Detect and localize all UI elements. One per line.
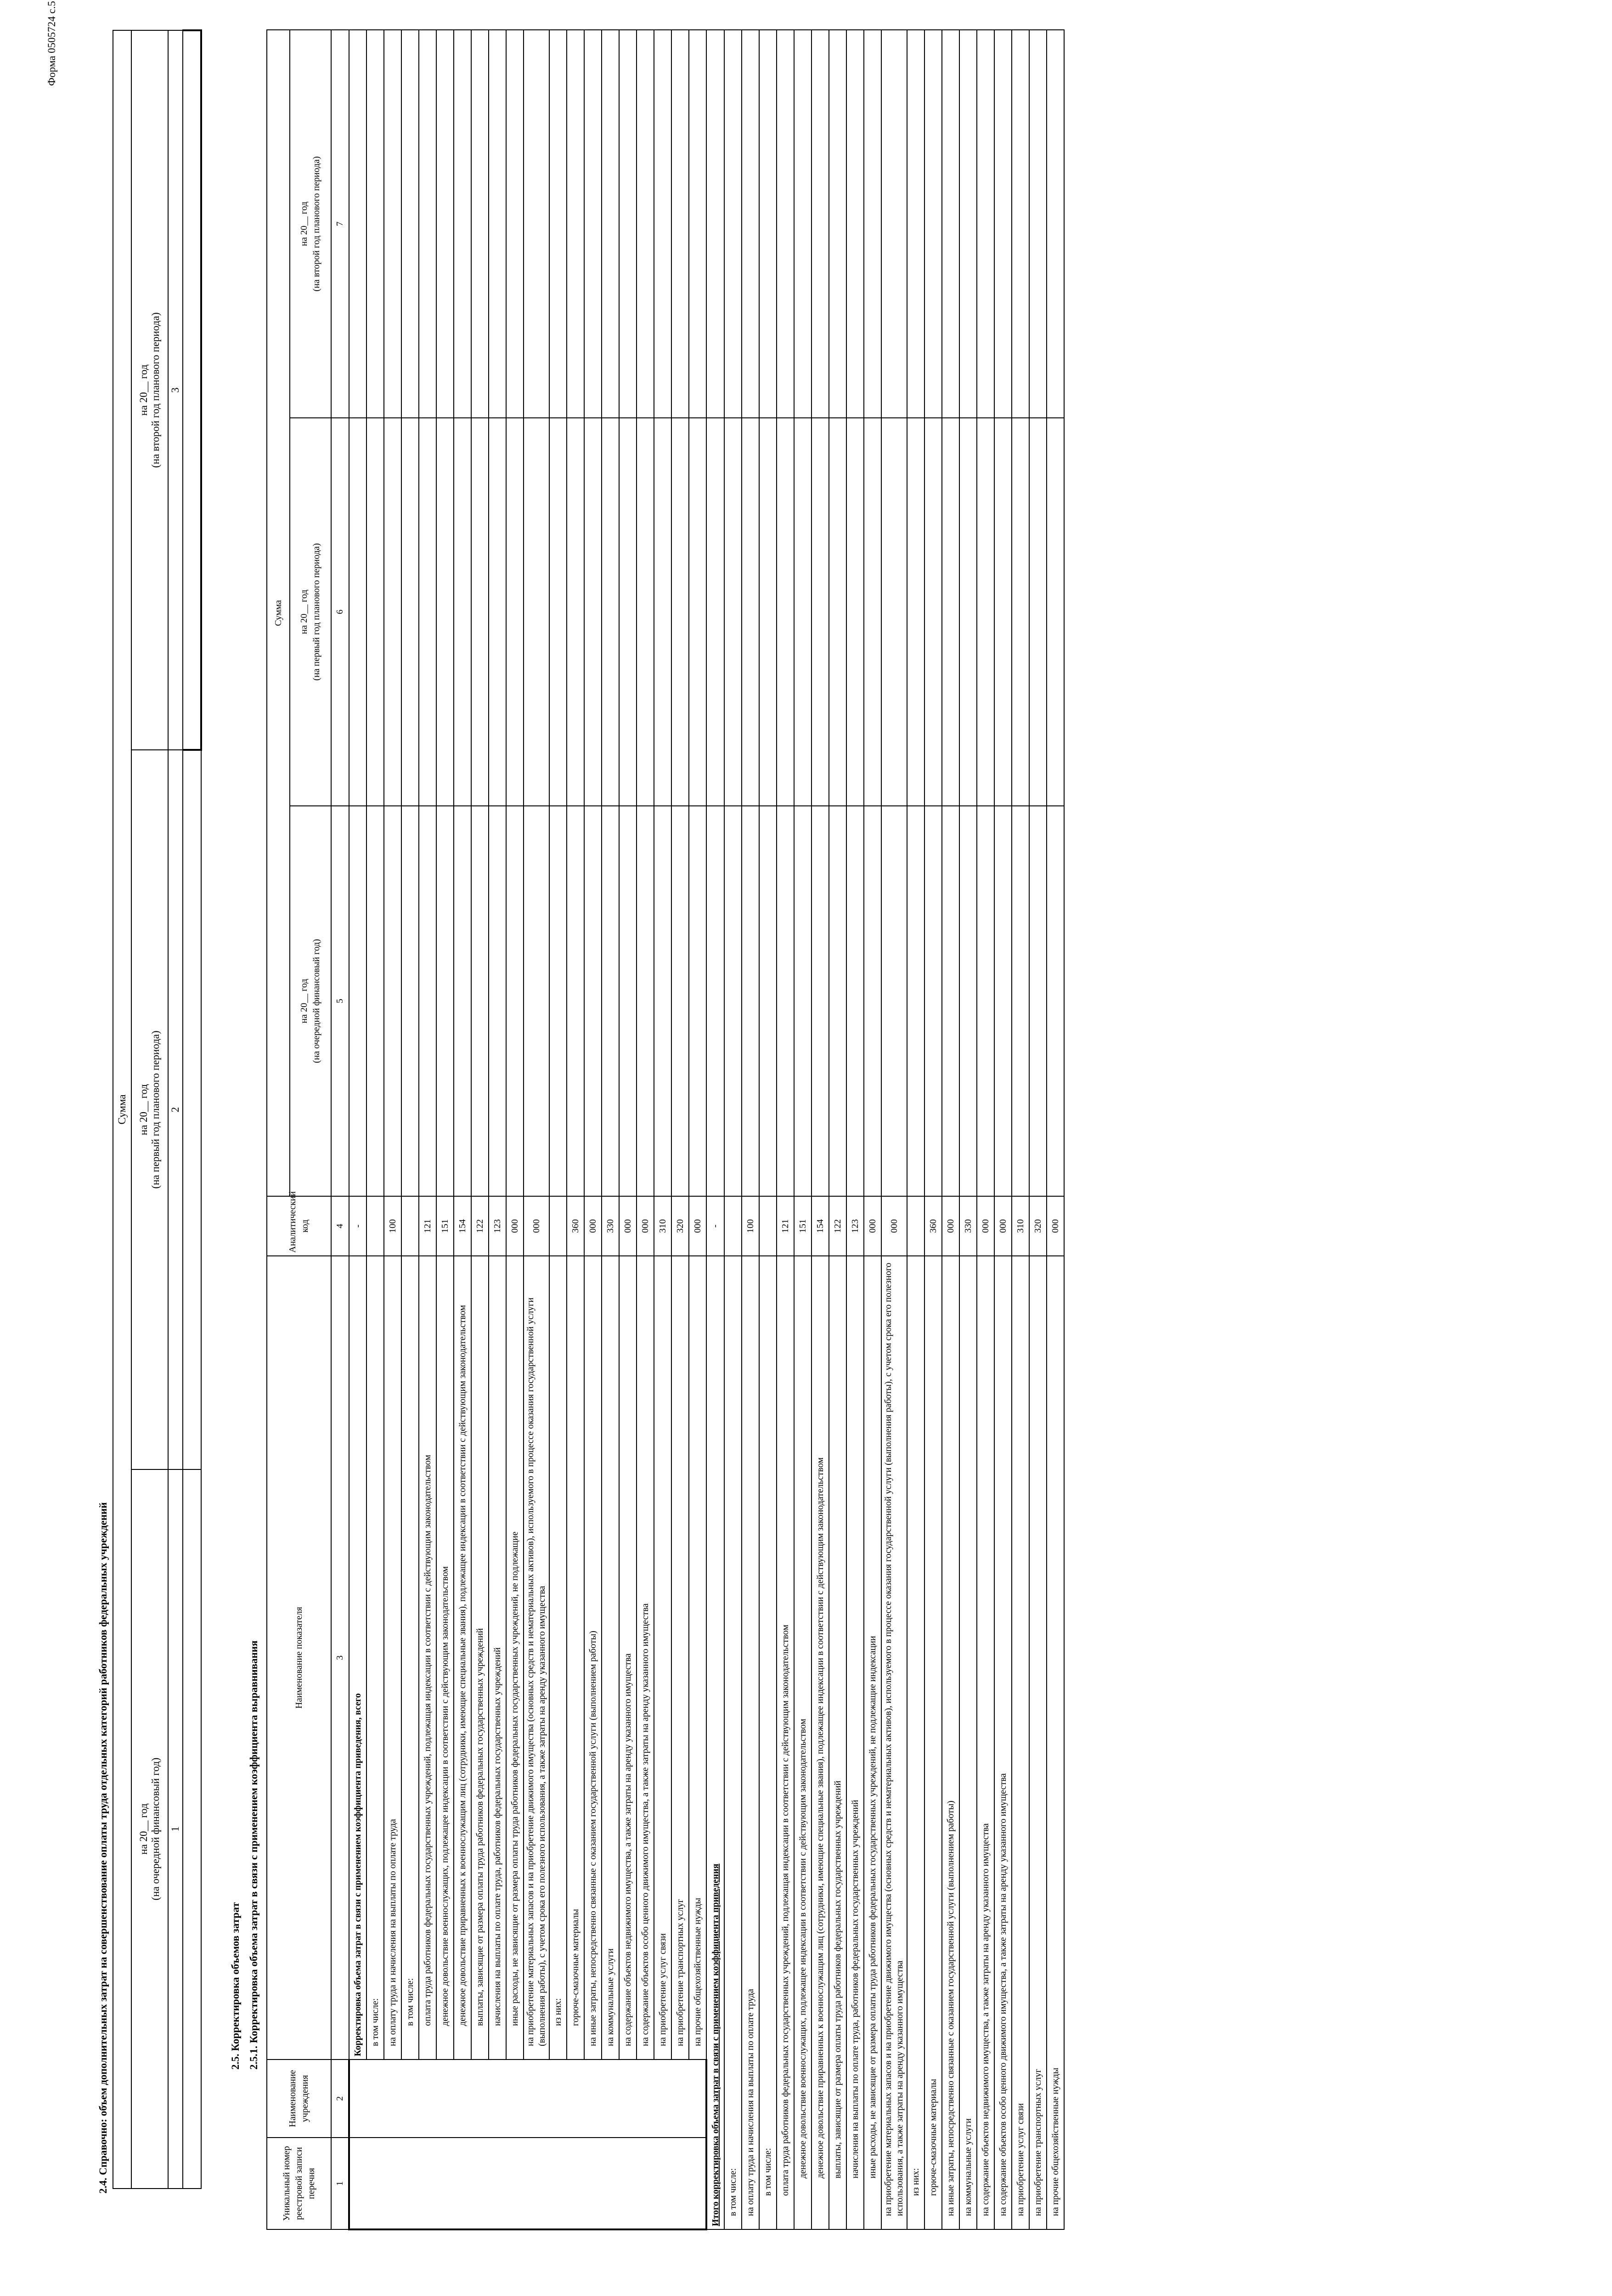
table-row <box>436 30 454 2229</box>
sum-value-cell[interactable] <box>829 30 846 418</box>
table-row <box>689 30 706 2229</box>
sum-value-cell[interactable] <box>454 30 471 418</box>
indicator-name: иные расходы, не зависящие от размера оплаты труда работников федеральных государственных учреждений, не подлежащие индексации <box>864 1256 881 2229</box>
analytic-code: 360 <box>567 1196 584 1256</box>
year-2-header <box>290 418 331 806</box>
reg-no-header <box>267 2138 331 2229</box>
analytic-code: 000 <box>584 1196 602 1256</box>
col-1-header <box>131 1469 168 2189</box>
indicator-name: на содержание объектов особо ценного движимого имущества, а также затраты на аренду указанного имущества <box>637 1256 654 2060</box>
sum-value-cell[interactable] <box>524 806 549 1196</box>
analytic-code: 000 <box>942 1196 959 1256</box>
code-header: Аналитический код <box>267 1196 331 1256</box>
indicator-name: в том числе: <box>366 1256 384 2060</box>
sum-value-cell[interactable] <box>549 418 567 806</box>
indicator-name: на коммунальные услуги <box>959 1256 977 2229</box>
sum-value-cell[interactable] <box>1047 418 1064 806</box>
sum-value-cell[interactable] <box>506 30 524 418</box>
year-2-label: на 20__ год <box>299 590 309 634</box>
table-row <box>419 30 436 2229</box>
sum-value-cell[interactable] <box>777 806 794 1196</box>
sum-value-cell[interactable] <box>959 806 977 1196</box>
sum-value-cell[interactable] <box>994 30 1012 418</box>
sum-value-cell[interactable] <box>671 418 689 806</box>
col-number: 3 <box>331 1256 349 2060</box>
sum-value-cell[interactable] <box>654 30 671 418</box>
col-2-header <box>131 750 168 1469</box>
analytic-code: 000 <box>506 1196 524 1256</box>
table-row <box>401 30 419 2229</box>
section-2-5-title: 2.5. Корректировка объемов затрат <box>230 1902 241 2070</box>
sum-value-cell[interactable] <box>724 806 742 1196</box>
year-3-label: на 20__ год <box>299 202 309 246</box>
sum-value-cell[interactable] <box>777 418 794 806</box>
sum-value-cell[interactable] <box>401 806 419 1196</box>
sum-value-cell[interactable] <box>689 806 706 1196</box>
analytic-code <box>549 1196 567 1256</box>
analytic-code <box>401 1196 419 1256</box>
analytic-code: 000 <box>689 1196 706 1256</box>
indicator-name: горюче-смазочные материалы <box>924 1256 942 2229</box>
value-cell[interactable] <box>183 1469 201 2189</box>
sum-value-cell[interactable] <box>637 30 654 418</box>
col-2-period: (на первый год планового периода) <box>150 1030 161 1189</box>
col-1-year: на 20__ год <box>138 1803 149 1855</box>
sum-value-cell[interactable] <box>959 30 977 418</box>
indicator-name: в том числе: <box>759 1256 777 2229</box>
sum-value-cell[interactable] <box>1047 30 1064 418</box>
sum-value-cell[interactable] <box>401 30 419 418</box>
year-1-period: (на очередной финансовый год) <box>311 939 321 1064</box>
indicator-name: денежное довольствие военнослужащих, подлежащее индексации в соответствии с действующим законодательством <box>436 1256 454 2060</box>
col-3-period: (на второй год планового периода) <box>150 312 161 468</box>
table-row <box>812 30 829 2229</box>
sum-value-cell[interactable] <box>942 30 959 418</box>
indicator-name: начисления на выплаты по оплате труда, работников федеральных государственных учреждений <box>489 1256 506 2060</box>
table-row <box>759 30 777 2229</box>
reg-no-label-cont: перечня <box>306 2168 316 2199</box>
sum-value-cell[interactable] <box>1047 806 1064 1196</box>
sum-value-cell[interactable] <box>706 806 724 1196</box>
sum-value-cell[interactable] <box>436 418 454 806</box>
sum-value-cell[interactable] <box>619 418 637 806</box>
col-number: 7 <box>331 30 349 418</box>
analytic-code: 330 <box>602 1196 619 1256</box>
sum-value-cell[interactable] <box>977 806 994 1196</box>
sum-value-cell[interactable] <box>724 418 742 806</box>
sum-value-cell[interactable] <box>489 418 506 806</box>
sum-value-cell[interactable] <box>454 418 471 806</box>
institution-header: Наименование учреждения <box>267 2060 331 2138</box>
analytic-code: 123 <box>846 1196 864 1256</box>
sum-value-cell[interactable] <box>349 418 366 806</box>
sum-value-cell[interactable] <box>506 418 524 806</box>
sum-value-cell[interactable] <box>959 418 977 806</box>
table-row <box>846 30 864 2229</box>
sum-value-cell[interactable] <box>924 806 942 1196</box>
sum-value-cell[interactable] <box>881 418 907 806</box>
sum-value-cell[interactable] <box>637 418 654 806</box>
sum-value-cell[interactable] <box>567 30 584 418</box>
table-row <box>584 30 602 2229</box>
institution-cell[interactable] <box>349 2060 706 2138</box>
table-row <box>977 30 994 2229</box>
sum-value-cell[interactable] <box>524 30 549 418</box>
section-2-5-1-title: 2.5.1. Корректировка объема затрат в связи с применением коэффициента выравнивания <box>248 1640 259 2070</box>
form-code: Форма 0505724 с.5 <box>46 1 57 86</box>
year-1-label: на 20__ год <box>299 979 309 1024</box>
value-cell[interactable] <box>183 750 201 1469</box>
sum-value-cell[interactable] <box>366 806 384 1196</box>
analytic-code: 154 <box>454 1196 471 1256</box>
sum-value-cell[interactable] <box>829 806 846 1196</box>
indicator-name: на приобретение транспортных услуг <box>1029 1256 1047 2229</box>
sum-value-cell[interactable] <box>436 806 454 1196</box>
sum-value-cell[interactable] <box>742 418 759 806</box>
reg-no-cell[interactable] <box>349 2138 706 2229</box>
section-2-4-title: 2.4. Справочно: объем дополнительных затрат на совершенствование оплаты труда отдельных категорий работников федеральных учреждений <box>97 1502 109 2194</box>
sum-value-cell[interactable] <box>924 418 942 806</box>
sum-value-cell[interactable] <box>706 418 724 806</box>
sum-value-cell[interactable] <box>846 806 864 1196</box>
analytic-code <box>907 1196 924 1256</box>
sum-value-cell[interactable] <box>419 418 436 806</box>
analytic-code: - <box>349 1196 366 1256</box>
analytic-code: 122 <box>829 1196 846 1256</box>
sum-value-cell[interactable] <box>567 418 584 806</box>
sum-value-cell[interactable] <box>524 418 549 806</box>
table-row <box>654 30 671 2229</box>
indicator-name: на оплату труда и начисления на выплаты по оплате труда <box>384 1256 401 2060</box>
indicator-name: на коммунальные услуги <box>602 1256 619 2060</box>
table-row <box>489 30 506 2229</box>
indicator-name: оплата труда работников федеральных государственных учреждений, подлежащая индексации в соответствии с действующим законодательством <box>777 1256 794 2229</box>
col-3-header <box>131 30 168 750</box>
table-row <box>829 30 846 2229</box>
sum-value-cell[interactable] <box>907 418 924 806</box>
sum-value-cell[interactable] <box>401 418 419 806</box>
sum-value-cell[interactable] <box>654 418 671 806</box>
sum-value-cell[interactable] <box>584 30 602 418</box>
col-number: 4 <box>331 1196 349 1256</box>
sum-value-cell[interactable] <box>489 30 506 418</box>
sum-value-cell[interactable] <box>471 418 489 806</box>
sum-value-cell[interactable] <box>602 30 619 418</box>
analytic-code: 000 <box>881 1196 907 1256</box>
sum-value-cell[interactable] <box>812 418 829 806</box>
sum-value-cell[interactable] <box>384 418 401 806</box>
table-row <box>602 30 619 2229</box>
sum-value-cell[interactable] <box>812 806 829 1196</box>
table-row <box>864 30 881 2229</box>
analytic-code: 320 <box>671 1196 689 1256</box>
sum-value-cell[interactable] <box>419 806 436 1196</box>
col-1-number: 1 <box>168 1469 183 2189</box>
analytic-code: 000 <box>994 1196 1012 1256</box>
indicator-name: на иные затраты, непосредственно связанные с оказанием государственной услуги (выполнением работы) <box>584 1256 602 2060</box>
sum-value-cell[interactable] <box>549 30 567 418</box>
analytic-code: 100 <box>742 1196 759 1256</box>
sum-value-cell[interactable] <box>471 806 489 1196</box>
analytic-code: 000 <box>977 1196 994 1256</box>
sum-value-cell[interactable] <box>724 30 742 418</box>
indicator-name: на приобретение услуг связи <box>654 1256 671 2060</box>
sum-value-cell[interactable] <box>742 806 759 1196</box>
indicator-name: горюче-смазочные материалы <box>567 1256 584 2060</box>
indicator-name: на содержание объектов недвижимого имущества, а также затраты на аренду указанного имущества <box>977 1256 994 2229</box>
sum-value-cell[interactable] <box>794 806 812 1196</box>
year-2-period: (на первый год планового периода) <box>311 543 321 681</box>
table-row <box>366 30 384 2229</box>
indicator-name: Итого корректировка объема затрат в связи с применением коэффициента приведения <box>706 1256 724 2229</box>
sum-header: Сумма <box>267 30 290 1196</box>
indicator-name: на оплату труда и начисления на выплаты по оплате труда <box>742 1256 759 2229</box>
sum-value-cell[interactable] <box>506 806 524 1196</box>
analytic-code: 330 <box>959 1196 977 1256</box>
indicator-name: из них: <box>907 1256 924 2229</box>
table-row <box>384 30 401 2229</box>
sum-value-cell[interactable] <box>1012 30 1029 418</box>
analytic-code: 000 <box>619 1196 637 1256</box>
analytic-code: 121 <box>777 1196 794 1256</box>
sum-value-cell[interactable] <box>602 806 619 1196</box>
sum-value-cell[interactable] <box>1029 806 1047 1196</box>
indicator-name: на прочие общехозяйственные нужды <box>689 1256 706 2060</box>
col-1-period: (на очередной финансовый год) <box>150 1757 161 1901</box>
sum-value-cell[interactable] <box>471 30 489 418</box>
indicator-name: оплата труда работников федеральных государственных учреждений, подлежащая индексации в соответствии с действующим законодательством <box>419 1256 436 2060</box>
sum-value-cell[interactable] <box>924 30 942 418</box>
col-number: 5 <box>331 806 349 1196</box>
indicator-name: на содержание объектов особо ценного движимого имущества, а также затраты на аренду указанного имущества <box>994 1256 1012 2229</box>
year-1-header <box>290 806 331 1196</box>
sum-value-cell[interactable] <box>994 418 1012 806</box>
table-row <box>1047 30 1064 2229</box>
sum-value-cell[interactable] <box>829 418 846 806</box>
indicator-name: на иные затраты, непосредственно связанные с оказанием государственной услуги (выполнением работы) <box>942 1256 959 2229</box>
indicator-name: выплаты, зависящие от размера оплаты труда работников федеральных государственных учреждений <box>829 1256 846 2229</box>
analytic-code: 121 <box>419 1196 436 1256</box>
value-cell[interactable] <box>183 30 201 750</box>
indicator-name: иные расходы, не зависящие от размера оплаты труда работников федеральных государственных учреждений, не подлежащие <box>506 1256 524 2060</box>
sum-value-cell[interactable] <box>942 418 959 806</box>
table-row <box>724 30 742 2229</box>
sum-value-cell[interactable] <box>1012 418 1029 806</box>
table-row <box>742 30 759 2229</box>
sum-value-cell[interactable] <box>549 806 567 1196</box>
reg-no-label: Уникальный номер реестровой записи <box>281 2146 304 2221</box>
sum-value-cell[interactable] <box>366 418 384 806</box>
indicator-name: денежное довольствие военнослужащих, подлежащее индексации в соответствии с действующим законодательством <box>794 1256 812 2229</box>
sum-header: Сумма <box>113 30 131 2189</box>
table-row <box>907 30 924 2229</box>
sum-value-cell[interactable] <box>671 806 689 1196</box>
sum-value-cell[interactable] <box>619 806 637 1196</box>
analytic-code: 320 <box>1029 1196 1047 1256</box>
sum-value-cell[interactable] <box>759 806 777 1196</box>
indicator-name: на прочие общехозяйственные нужды <box>1047 1256 1064 2229</box>
col-number: 1 <box>331 2138 349 2229</box>
sum-value-cell[interactable] <box>689 30 706 418</box>
sum-value-cell[interactable] <box>689 418 706 806</box>
indicator-name: денежное довольствие приравненных к военнослужащим лиц (сотрудники, имеющие специальные звания), подлежащее индексации в соответствии с действующим законодательством <box>454 1256 471 2060</box>
sum-value-cell[interactable] <box>349 806 366 1196</box>
analytic-code: 151 <box>436 1196 454 1256</box>
sum-value-cell[interactable] <box>366 30 384 418</box>
analytic-code: 310 <box>1012 1196 1029 1256</box>
sum-value-cell[interactable] <box>584 806 602 1196</box>
sum-value-cell[interactable] <box>602 418 619 806</box>
indicator-name: начисления на выплаты по оплате труда, работников федеральных государственных учреждений <box>846 1256 864 2229</box>
analytic-code: 000 <box>637 1196 654 1256</box>
sum-value-cell[interactable] <box>742 30 759 418</box>
table-row <box>637 30 654 2229</box>
table-row <box>777 30 794 2229</box>
table-row <box>506 30 524 2229</box>
sum-value-cell[interactable] <box>977 30 994 418</box>
indicator-name: из них: <box>549 1256 567 2060</box>
sum-value-cell[interactable] <box>977 418 994 806</box>
analytic-code: 360 <box>924 1196 942 1256</box>
indicator-header: Наименование показателя <box>267 1256 331 2060</box>
indicator-name: Корректировка объема затрат в связи с применением коэффициента приведения, всего <box>349 1256 366 2060</box>
analytic-code <box>366 1196 384 1256</box>
table-row <box>671 30 689 2229</box>
table-row <box>471 30 489 2229</box>
sum-value-cell[interactable] <box>864 806 881 1196</box>
sum-value-cell[interactable] <box>777 30 794 418</box>
sum-value-cell[interactable] <box>654 806 671 1196</box>
sum-value-cell[interactable] <box>846 418 864 806</box>
table-row <box>1029 30 1047 2229</box>
table-row <box>567 30 584 2229</box>
supplementary-costs-table <box>113 29 202 2189</box>
analytic-code <box>759 1196 777 1256</box>
col-number: 2 <box>331 2060 349 2138</box>
sum-value-cell[interactable] <box>759 30 777 418</box>
sum-value-cell[interactable] <box>706 30 724 418</box>
analytic-code: 151 <box>794 1196 812 1256</box>
col-3-number: 3 <box>168 30 183 750</box>
sum-value-cell[interactable] <box>671 30 689 418</box>
sum-value-cell[interactable] <box>794 418 812 806</box>
year-3-header <box>290 30 331 418</box>
sum-value-cell[interactable] <box>419 30 436 418</box>
sum-value-cell[interactable] <box>1029 418 1047 806</box>
sum-value-cell[interactable] <box>384 806 401 1196</box>
indicator-name: на содержание объектов недвижимого имущества, а также затраты на аренду указанного имущества <box>619 1256 637 2060</box>
indicator-name: на приобретение материальных запасов и на приобретение движимого имущества (основных средств и нематериальных активов), используемого в процессе оказания государственной услуги (выполнения работы), с учетом срока его полезного использования, а также затраты на аренду указанного имущества <box>881 1256 907 2229</box>
analytic-code: 000 <box>864 1196 881 1256</box>
analytic-code: 122 <box>471 1196 489 1256</box>
indicator-name: в том числе: <box>724 1256 742 2229</box>
sum-value-cell[interactable] <box>619 30 637 418</box>
analytic-code: 000 <box>524 1196 549 1256</box>
indicator-name: в том числе: <box>401 1256 419 2060</box>
col-2-year: на 20__ год <box>138 1084 149 1136</box>
sum-value-cell[interactable] <box>637 806 654 1196</box>
table-row <box>706 30 724 2229</box>
sum-value-cell[interactable] <box>384 30 401 418</box>
table-row <box>924 30 942 2229</box>
table-row <box>959 30 977 2229</box>
sum-value-cell[interactable] <box>759 418 777 806</box>
table-row <box>794 30 812 2229</box>
col-2-number: 2 <box>168 750 183 1469</box>
cost-adjustment-table <box>266 29 1065 2230</box>
sum-value-cell[interactable] <box>994 806 1012 1196</box>
table-row <box>619 30 637 2229</box>
analytic-code: 154 <box>812 1196 829 1256</box>
sum-value-cell[interactable] <box>907 806 924 1196</box>
sum-value-cell[interactable] <box>864 30 881 418</box>
sum-value-cell[interactable] <box>794 30 812 418</box>
sum-value-cell[interactable] <box>349 30 366 418</box>
sum-value-cell[interactable] <box>864 418 881 806</box>
indicator-name: на приобретение транспортных услуг <box>671 1256 689 2060</box>
analytic-code: 310 <box>654 1196 671 1256</box>
sum-value-cell[interactable] <box>567 806 584 1196</box>
indicator-name: на приобретение услуг связи <box>1012 1256 1029 2229</box>
sum-value-cell[interactable] <box>881 806 907 1196</box>
table-row <box>454 30 471 2229</box>
analytic-code: - <box>706 1196 724 1256</box>
sum-value-cell[interactable] <box>812 30 829 418</box>
table-row <box>994 30 1012 2229</box>
table-row <box>349 30 366 2229</box>
sum-value-cell[interactable] <box>584 418 602 806</box>
table-row <box>942 30 959 2229</box>
year-3-period: (на второй год планового периода) <box>311 156 321 292</box>
sum-value-cell[interactable] <box>436 30 454 418</box>
sum-value-cell[interactable] <box>1029 30 1047 418</box>
sum-value-cell[interactable] <box>907 30 924 418</box>
sum-value-cell[interactable] <box>881 30 907 418</box>
table-row <box>881 30 907 2229</box>
analytic-code: 123 <box>489 1196 506 1256</box>
col-number: 6 <box>331 418 349 806</box>
indicator-name: на приобретение материальных запасов и на приобретение движимого имущества (основных средств и нематериальных активов), используемого в процессе оказания государственной услуги (выполнения работы), с учетом срока его полезного использования, а также затраты на аренду указанного имущества <box>524 1256 549 2060</box>
analytic-code <box>724 1196 742 1256</box>
sum-value-cell[interactable] <box>942 806 959 1196</box>
sum-value-cell[interactable] <box>454 806 471 1196</box>
table-row <box>1012 30 1029 2229</box>
table-row <box>524 30 549 2229</box>
table-row <box>549 30 567 2229</box>
analytic-code: 100 <box>384 1196 401 1256</box>
sum-value-cell[interactable] <box>489 806 506 1196</box>
sum-value-cell[interactable] <box>846 30 864 418</box>
indicator-name: выплаты, зависящие от размера оплаты труда работников федеральных государственных учреждений <box>471 1256 489 2060</box>
sum-value-cell[interactable] <box>1012 806 1029 1196</box>
indicator-name: денежное довольствие приравненных к военнослужащим лиц (сотрудники, имеющие специальные звания), подлежащее индексации в соответствии с действующим законодательством <box>812 1256 829 2229</box>
col-3-year: на 20__ год <box>138 364 149 416</box>
analytic-code: 000 <box>1047 1196 1064 1256</box>
